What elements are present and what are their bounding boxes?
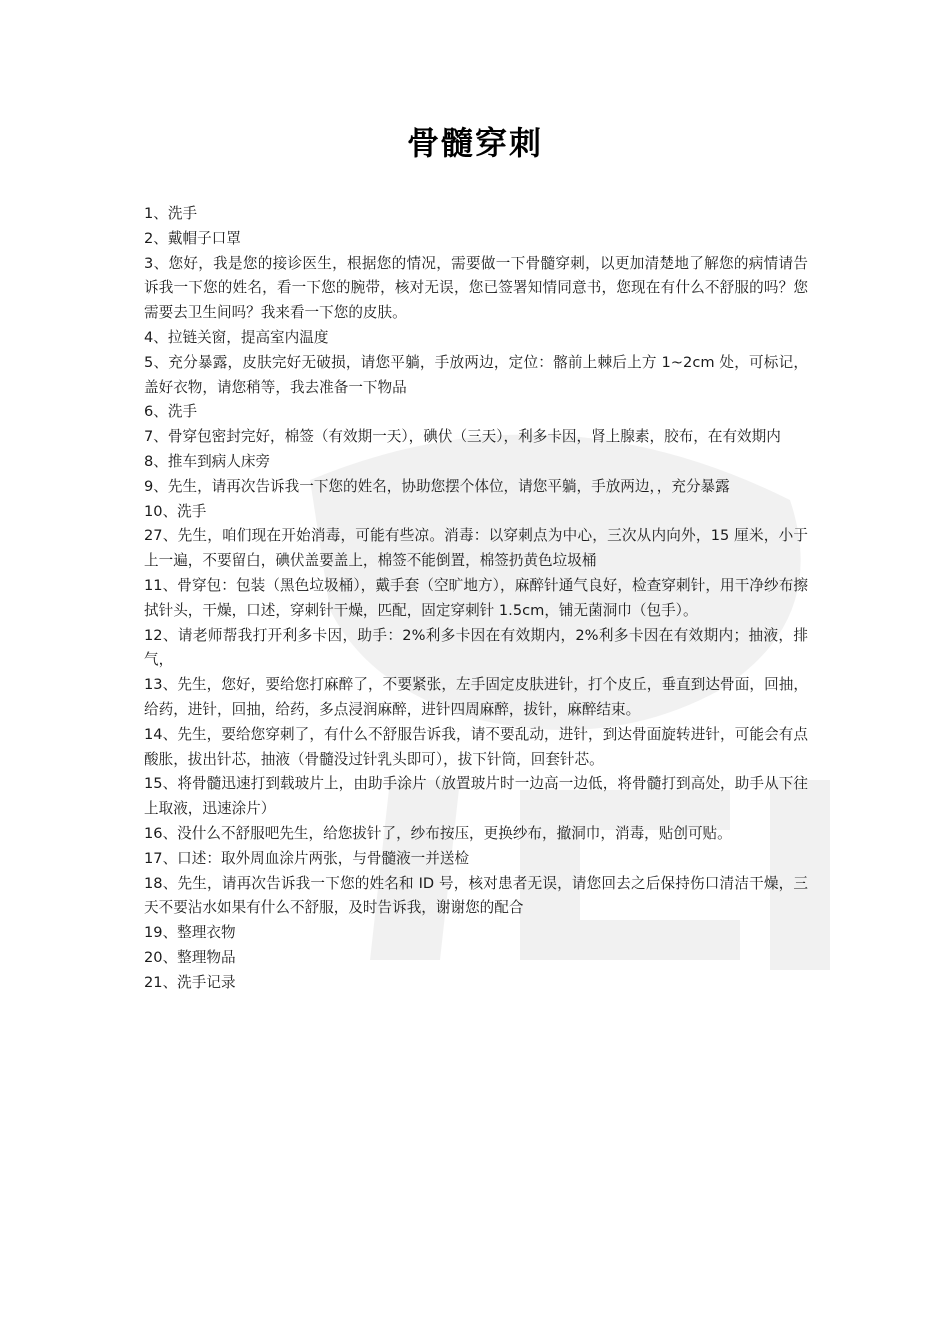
step-10: 10、洗手 xyxy=(144,502,207,520)
document-title: 骨髓穿刺 xyxy=(406,124,543,162)
step-19: 19、整理衣物 xyxy=(144,924,236,942)
step-7: 7、骨穿包密封完好，棉签（有效期一天），碘伏（三天），利多卡因，肾上腺素，胶布，在有效期内 xyxy=(144,428,781,446)
step-12: 12、请老师帮我打开利多卡因，助手：2%利多卡因在有效期内，2%利多卡因在有效期内；抽液，排气， xyxy=(144,626,808,669)
step-15: 15、将骨髓迅速打到载玻片上，由助手涂片（放置玻片时一边高一边低，将骨髓打到高处，助手从下往上取液，迅速涂片） xyxy=(144,775,808,818)
step-5: 5、充分暴露，皮肤完好无破损，请您平躺，手放两边，定位：髂前上棘后上方 1~2cm 处，可标记，盖好衣物，请您稍等，我去准备一下物品 xyxy=(144,353,808,396)
step-list xyxy=(144,202,808,996)
step-2: 2、戴帽子口罩 xyxy=(144,229,241,247)
step-21: 21、洗手记录 xyxy=(144,973,236,991)
step-18: 18、先生，请再次告诉我一下您的姓名和 ID 号，核对患者无误，请您回去之后保持伤口清洁干燥，三天不要沾水如果有什么不舒服，及时告诉我，谢谢您的配合 xyxy=(144,874,808,917)
step-9: 9、先生，请再次告诉我一下您的姓名，协助您摆个体位，请您平躺，手放两边，，充分暴露 xyxy=(144,477,730,495)
step-20: 20、整理物品 xyxy=(144,948,236,966)
step-13: 13、先生，您好，要给您打麻醉了，不要紧张，左手固定皮肤进针，打个皮丘，垂直到达骨面，回抽，给药，进针，回抽，给药，多点浸润麻醉，进针四周麻醉，拔针，麻醉结束。 xyxy=(144,676,808,718)
step-11: 11、骨穿包：包装（黑色垃圾桶），戴手套（空旷地方），麻醉针通气良好，检查穿刺针，用干净纱布擦拭针头，干燥，口述，穿刺针干燥，匹配，固定穿刺针 1.5cm，铺无菌洞巾（包手）。 xyxy=(144,576,808,619)
step-3: 3、您好，我是您的接诊医生，根据您的情况，需要做一下骨髓穿刺，以更加清楚地了解您的病情请告诉我一下您的姓名，看一下您的腕带，核对无误，您已签署知情同意书，您现在有什么不舒服的吗？您需要去卫生间吗？我来看一下您的皮肤。 xyxy=(144,254,808,322)
step-14: 14、先生，要给您穿刺了，有什么不舒服告诉我，请不要乱动，进针，到达骨面旋转进针，可能会有点酸胀，拔出针芯，抽液（骨髓没过针乳头即可），拔下针筒，回套针芯。 xyxy=(144,725,808,768)
step-27: 27、先生，咱们现在开始消毒，可能有些凉。消毒：以穿刺点为中心，三次从内向外，15 厘米，小于上一遍，不要留白，碘伏盖要盖上，棉签不能倒置，棉签扔黄色垃圾桶 xyxy=(144,527,808,570)
step-8: 8、推车到病人床旁 xyxy=(144,452,271,470)
step-4: 4、拉链关窗，提高室内温度 xyxy=(144,328,329,346)
step-6: 6、洗手 xyxy=(144,403,198,421)
step-16: 16、没什么不舒服吧先生，给您拔针了，纱布按压，更换纱布，撤洞巾，消毒，贴创可贴。 xyxy=(144,824,732,842)
step-1: 1、洗手 xyxy=(144,205,198,222)
step-17: 17、口述：取外周血涂片两张，与骨髓液一并送检 xyxy=(144,849,470,867)
